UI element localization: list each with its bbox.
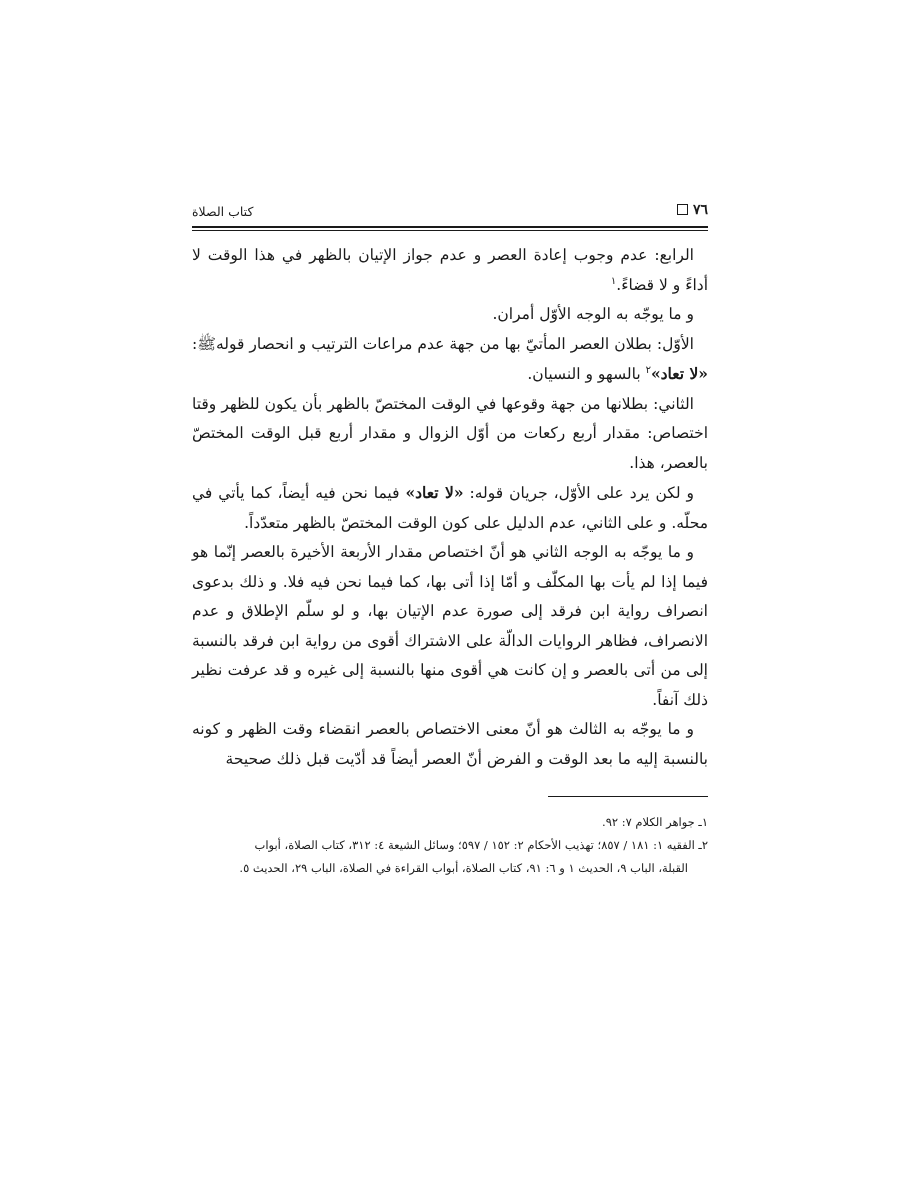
paragraph-6: و ما يوجّه به الوجه الثاني هو أنّ اختصاص مقدار الأربعة الأخيرة بالعصر إنّما هو فيما إذا لم يأت بها المكلّف و أمّا إذا أتى بها، كما فيما نحن فيه فلا. و ذلك بدعوى انصراف رواية ابن فرقد إلى صورة عدم الإتيان بها، و لو سلّم الإطلاق و عدم الانصراف، فظاهر الروايات الدالّة على الاشتراك أقوى من رواية ابن فرقد بالنسبة إلى من أتى بالعصر و إن كانت هي أقوى منها بالنسبة إلى غيره و قد عرفت نظير ذلك آنفاً. [192, 543, 708, 709]
paragraph-5 [192, 478, 708, 538]
running-header [192, 196, 708, 222]
paragraph-1 [192, 241, 708, 300]
footnote-separator [548, 796, 708, 797]
paragraph-5-text-a: و لكن يرد على الأوّل، جريان قوله: [463, 484, 694, 502]
footnote-2-line-2: القبلة، الباب ٩، الحديث ١ و ٦: ٩١، كتاب الصلاة، أبواب القراءة في الصلاة، الباب ٢٩، الحديث ٥. [239, 861, 688, 875]
footnote-ref-2: ٢ [645, 364, 651, 376]
paragraph-5-text-b: فيما نحن فيه أيضاً، كما يأتي في محلّه. و على الثاني، عدم الدليل على كون الوقت المختصّ بالظهر متعدّداً. [192, 484, 708, 532]
page-number: ٧٦ [692, 202, 708, 218]
paragraph-2: و ما يوجّه به الوجه الأوّل أمران. [492, 305, 694, 323]
paragraph-3-text-b: بالسهو و النسيان. [527, 365, 646, 383]
footnotes [192, 811, 708, 880]
paragraph-3-colon: : [192, 334, 198, 353]
header-rule-thin [192, 230, 708, 231]
honorific-glyph: ﷺ [197, 334, 216, 353]
paragraph-4: الثاني: بطلانها من جهة وقوعها في الوقت المختصّ بالظهر بأن يكون للظهر وقتا اختصاص: مقدار أربع ركعات من أوّل الزوال و مقدار أربع قبل الوقت المختصّ بالعصر، هذا. [192, 394, 708, 472]
quote-la-tuad: «لا تعاد» [650, 364, 708, 383]
paragraph-3 [192, 330, 708, 390]
paragraph-1-text: الرابع: عدم وجوب إعادة العصر و عدم جواز الإتيان بالظهر في هذا الوقت لا أداءً و لا قضاءً. [192, 246, 708, 294]
footnote-2-line-1: ٢ـ الفقيه ١: ١٨١ / ٨٥٧؛ تهذيب الأحكام ٢: ١٥٢ / ٥٩٧؛ وسائل الشيعة ٤: ٣١٢، كتاب الصلاة، أبواب [254, 838, 708, 852]
header-rule-thick [192, 226, 708, 228]
paragraph-7: و ما يوجّه به الثالث هو أنّ معنى الاختصاص بالعصر انقضاء وقت الظهر و كونه بالنسبة إليه ما بعد الوقت و الفرض أنّ العصر أيضاً قد أدّيت قبل ذلك صحيحة [192, 720, 708, 768]
square-outline-icon [677, 204, 688, 215]
footnote-ref-1: ١ [610, 275, 617, 287]
paragraph-3-text-a: الأوّل: بطلان العصر المأتيّ بها من جهة عدم مراعات الترتيب و انحصار قوله [215, 334, 694, 353]
body-text [192, 241, 708, 774]
footnote-1: ١ـ جواهر الكلام ٧: ٩٢. [602, 815, 708, 829]
section-title: كتاب الصلاة [192, 204, 254, 219]
book-page [192, 196, 708, 880]
page-number-block [673, 202, 708, 218]
quote-la-tuad-2: «لا تعاد» [405, 483, 464, 502]
